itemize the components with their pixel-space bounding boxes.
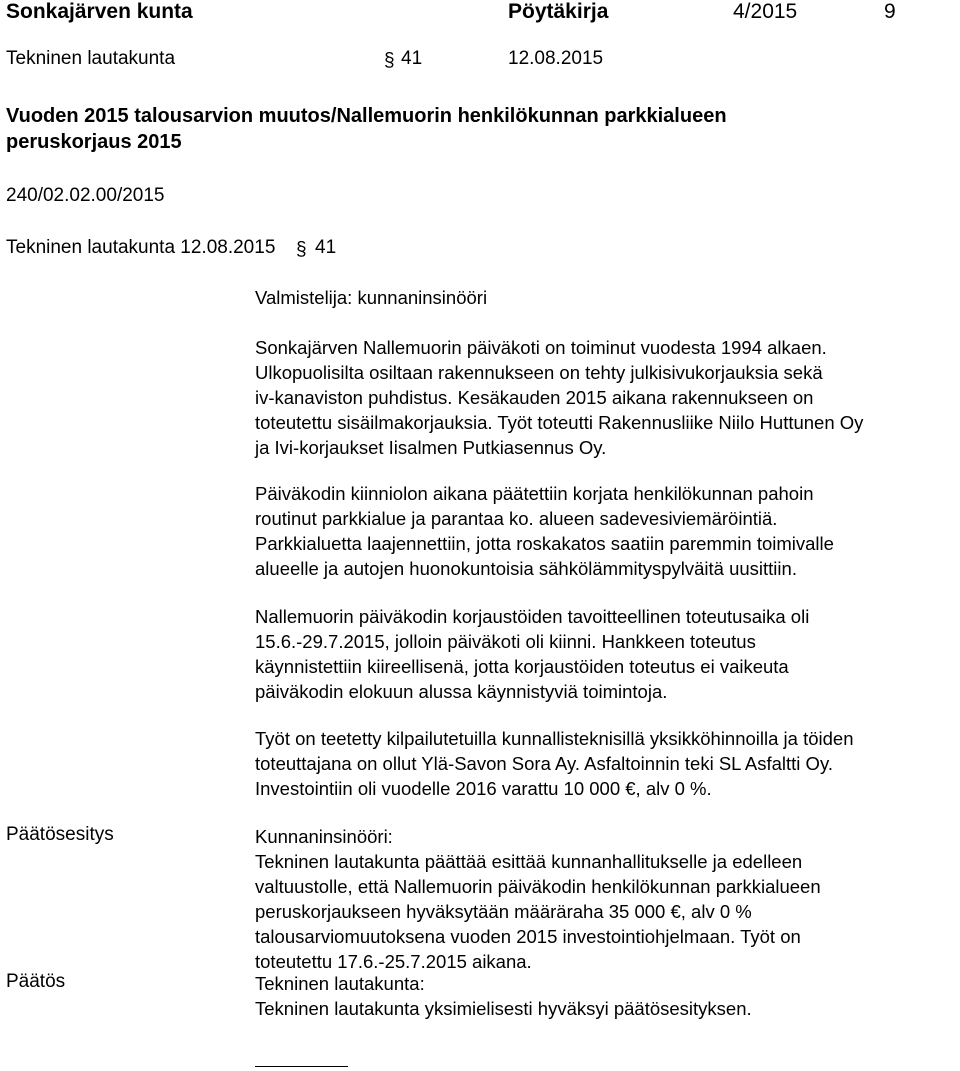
paragraph-line: Investointiin oli vuodelle 2016 varattu 10 000 €, alv 0 %. <box>255 778 712 799</box>
document-type: Pöytäkirja <box>508 0 609 23</box>
paragraph-line: talousarviomuutoksena vuoden 2015 investointiohjelmaan. Työt on <box>255 926 801 947</box>
paragraph-line: Tekninen lautakunta päättää esittää kunnanhallitukselle ja edelleen <box>255 851 803 872</box>
paragraph-line: Päiväkodin kiinniolon aikana päätettiin korjata henkilökunnan pahoin <box>255 483 814 504</box>
proposal-block <box>255 824 955 974</box>
page-title <box>6 103 727 155</box>
paragraph-line: Sonkajärven Nallemuorin päiväkoti on toiminut vuodesta 1994 alkaen. <box>255 337 827 358</box>
paragraph-line: käynnistettiin kiireellisenä, jotta korjaustöiden toteutus ei vaikeuta <box>255 656 789 677</box>
paragraph-1 <box>255 335 955 460</box>
paragraph-line: 15.6.-29.7.2015, jolloin päiväkoti oli kiinni. Hankkeen toteutus <box>255 631 756 652</box>
paragraph-line: Parkkialuetta laajennettiin, jotta roskakatos saatiin paremmin toimivalle <box>255 533 834 554</box>
paragraph-2 <box>255 481 955 581</box>
paragraph-line: iv-kanaviston puhdistus. Kesäkauden 2015 aikana rakennukseen on <box>255 387 814 408</box>
paragraph-line: Työt on teetetty kilpailutetuilla kunnallisteknisillä yksikköhinnoilla ja töiden <box>255 728 854 749</box>
paragraph-line: valtuustolle, että Nallemuorin päiväkodin henkilökunnan parkkialueen <box>255 876 821 897</box>
paragraph-line: toteutettu 17.6.-25.7.2015 aikana. <box>255 951 532 972</box>
proposal-label: Päätösesitys <box>6 824 114 845</box>
section-number: 41 <box>401 48 423 69</box>
meeting-reference: Tekninen lautakunta 12.08.2015 <box>6 237 276 258</box>
title-line-1: Vuoden 2015 talousarvion muutos/Nallemuorin henkilökunnan parkkialueen <box>6 105 727 127</box>
municipality-name: Sonkajärven kunta <box>6 0 193 23</box>
paragraph-line: toteutettu sisäilmakorjauksia. Työt toteutti Rakennusliike Niilo Huttunen Oy <box>255 412 864 433</box>
paragraph-line: toteuttajana on ollut Ylä-Savon Sora Ay. Asfaltoinnin teki SL Asfaltti Oy. <box>255 753 833 774</box>
section-mark-icon: § <box>384 50 395 71</box>
paragraph-4 <box>255 726 955 801</box>
paragraph-3 <box>255 604 955 704</box>
paragraph-line: päiväkodin elokuun alussa käynnistyviä toimintoja. <box>255 681 668 702</box>
preparer: Valmistelija: kunnaninsinööri <box>255 287 488 308</box>
decision-block <box>255 971 955 1021</box>
paragraph-line: alueelle ja autojen huonokuntoisia sähkölämmityspylväitä uusittiin. <box>255 558 797 579</box>
title-line-2: peruskorjaus 2015 <box>6 131 182 153</box>
document-number: 4/2015 <box>733 0 798 23</box>
paragraph-line: routinut parkkialue ja parantaa ko. alueen sadevesiviemäröintiä. <box>255 508 778 529</box>
paragraph-line: Ulkopuolisilta osiltaan rakennukseen on tehty julkisivukorjauksia sekä <box>255 362 823 383</box>
section-mark-icon: § <box>296 239 307 260</box>
page-number: 9 <box>884 0 896 23</box>
paragraph-line: peruskorjaukseen hyväksytään määräraha 35 000 €, alv 0 % <box>255 901 752 922</box>
file-code: 240/02.02.00/2015 <box>6 185 165 206</box>
meeting-section: 41 <box>315 237 337 258</box>
decision-label: Päätös <box>6 971 66 992</box>
paragraph-line: Tekninen lautakunta yksimielisesti hyväksyi päätösesityksen. <box>255 998 752 1019</box>
committee-name: Tekninen lautakunta <box>6 48 176 69</box>
paragraph-line: Nallemuorin päiväkodin korjaustöiden tavoitteellinen toteutusaika oli <box>255 606 810 627</box>
closing-rule <box>255 1066 348 1067</box>
proposal-author: Kunnaninsinööri: <box>255 826 393 847</box>
decision-author: Tekninen lautakunta: <box>255 973 425 994</box>
paragraph-line: ja Ivi-korjaukset Iisalmen Putkiasennus Oy. <box>255 437 607 458</box>
meeting-date: 12.08.2015 <box>508 48 604 69</box>
